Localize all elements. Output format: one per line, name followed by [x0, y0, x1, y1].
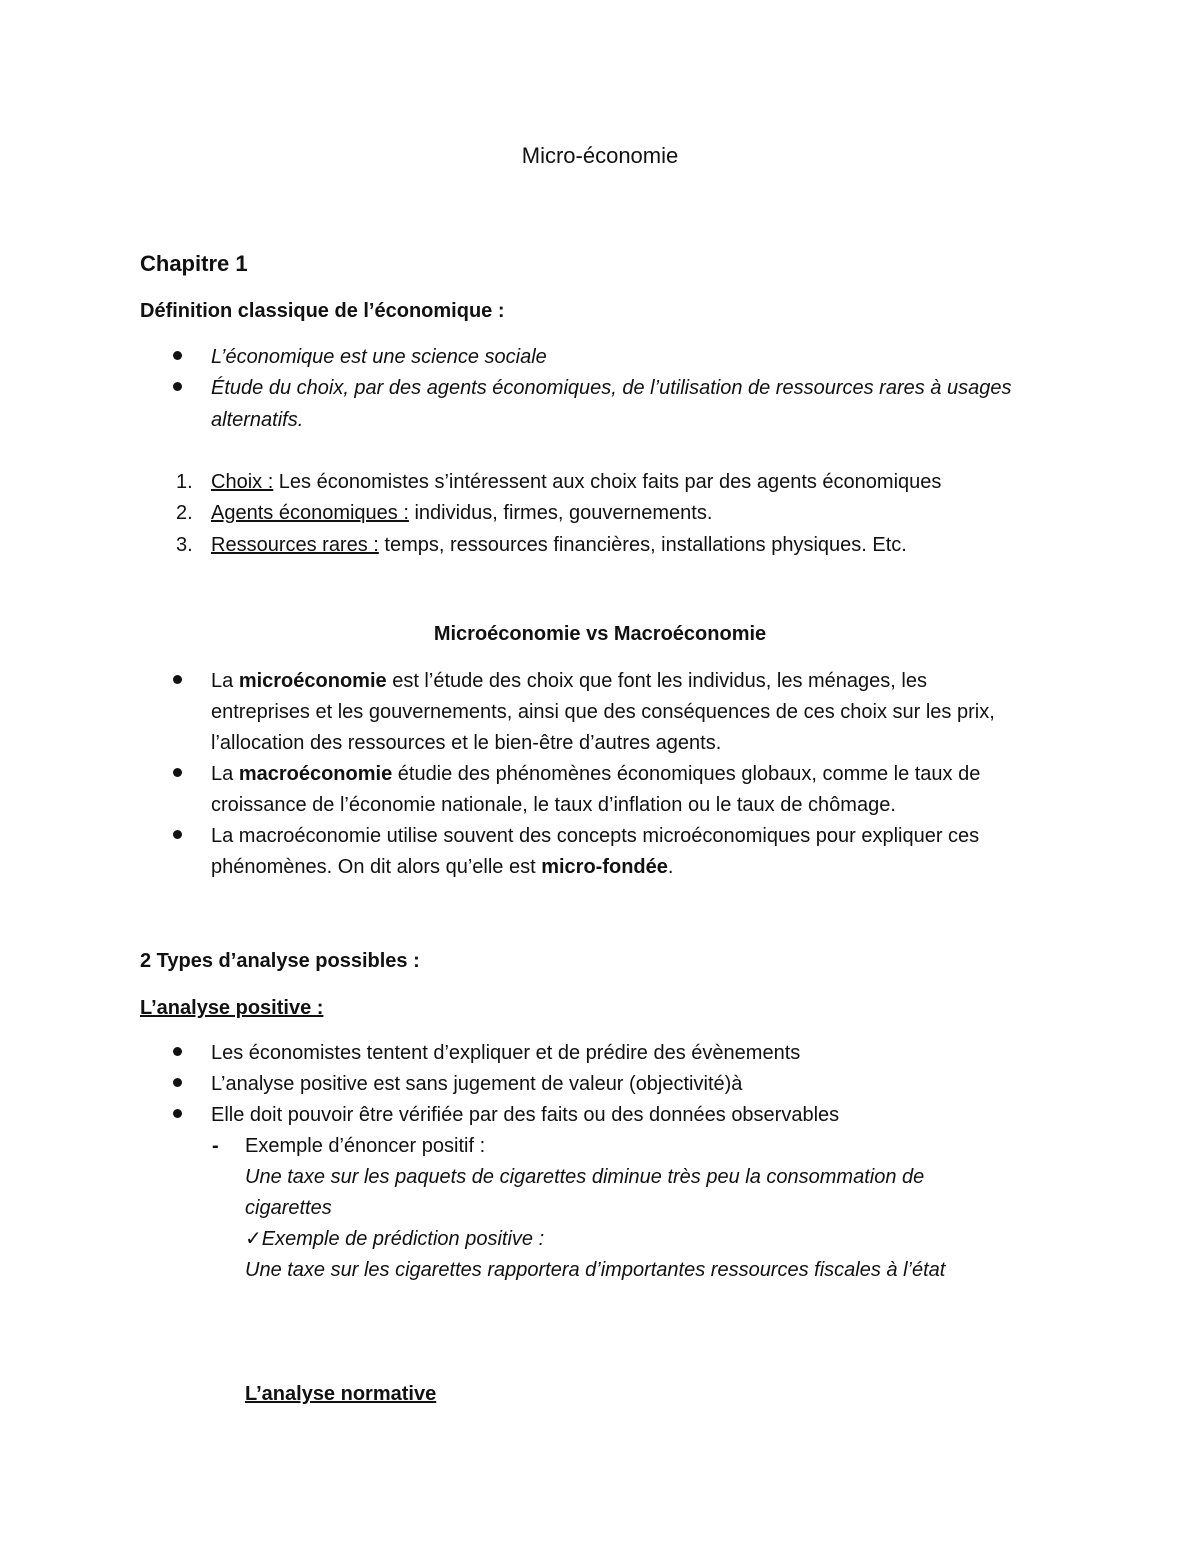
bold-term: micro-fondée — [541, 856, 668, 878]
positive-heading: L’analyse positive : — [140, 997, 324, 1019]
types-heading: 2 Types d’analyse possibles : — [140, 950, 420, 972]
numbered-text: individus, firmes, gouvernements. — [408, 502, 713, 524]
macro-bullet-line-1 — [211, 764, 980, 784]
numbered-item-1 — [211, 472, 941, 492]
numbered-text: temps, ressources financières, installations physiques. Etc. — [378, 534, 907, 556]
micro-bullet-line-1 — [211, 671, 927, 691]
bold-term: macroéconomie — [238, 763, 393, 785]
micro-bullet-line-3: l’allocation des ressources et le bien-être d’autres agents. — [211, 732, 722, 754]
text-run: est l’étude des choix que font les individus, les ménages, les — [386, 670, 927, 692]
bullet-icon — [173, 382, 182, 391]
definition-bullet-2: Étude du choix, par des agents économiques, de l’utilisation de ressources rares à usages — [211, 377, 1012, 399]
text-run: phénomènes. On dit alors qu’elle est — [211, 856, 542, 878]
bullet-icon — [173, 675, 182, 684]
numbered-item-2 — [211, 503, 712, 523]
bullet-icon — [173, 768, 182, 777]
microfondee-bullet-line-1: La macroéconomie utilise souvent des concepts microéconomiques pour expliquer ces — [211, 825, 980, 847]
example-line-1: Une taxe sur les paquets de cigarettes diminue très peu la consommation de — [245, 1166, 925, 1188]
page-title: Micro-économie — [521, 143, 679, 168]
micro-bullet-line-2: entreprises et les gouvernements, ainsi que des conséquences de ces choix sur les prix, — [211, 701, 995, 723]
text-run: étudie des phénomènes économiques globaux, comme le taux de — [392, 763, 981, 785]
numbered-term: Ressources rares : — [211, 534, 379, 556]
bold-term: microéconomie — [238, 670, 387, 692]
list-number: 2. — [176, 502, 193, 524]
example-line-4: Une taxe sur les cigarettes rapportera d’importantes ressources fiscales à l’état — [245, 1259, 946, 1281]
bullet-icon — [173, 351, 182, 360]
numbered-term: Agents économiques : — [211, 502, 409, 524]
text-run: . — [667, 856, 674, 878]
bullet-icon — [173, 830, 182, 839]
bullet-icon — [173, 1109, 182, 1118]
definition-bullet-2-cont: alternatifs. — [211, 409, 304, 431]
text-run: La — [211, 763, 239, 785]
example-line-2: cigarettes — [245, 1197, 332, 1219]
example-line-3: ✓Exemple de prédiction positive : — [245, 1228, 545, 1250]
example-label: Exemple d’énoncer positif : — [245, 1135, 486, 1157]
dash-marker: - — [212, 1135, 219, 1157]
positive-bullet-2: L’analyse positive est sans jugement de valeur (objectivité)à — [211, 1073, 743, 1095]
chapter-heading: Chapitre 1 — [140, 251, 248, 276]
list-number: 3. — [176, 534, 193, 556]
bullet-icon — [173, 1047, 182, 1056]
numbered-term: Choix : — [211, 471, 274, 493]
numbered-text: Les économistes s’intéressent aux choix faits par des agents économiques — [273, 471, 942, 493]
definition-bullet-1: L’économique est une science sociale — [211, 346, 547, 368]
positive-bullet-1: Les économistes tentent d’expliquer et de prédire des évènements — [211, 1042, 801, 1064]
definition-heading: Définition classique de l’économique : — [140, 300, 505, 322]
microfondee-bullet-line-2 — [211, 857, 673, 877]
numbered-item-3 — [211, 535, 907, 555]
text-run: La — [211, 670, 239, 692]
list-number: 1. — [176, 471, 193, 493]
micro-macro-heading: Microéconomie vs Macroéconomie — [433, 623, 767, 645]
normative-heading: L’analyse normative — [245, 1383, 437, 1405]
positive-bullet-3: Elle doit pouvoir être vérifiée par des faits ou des données observables — [211, 1104, 840, 1126]
macro-bullet-line-2: croissance de l’économie nationale, le taux d’inflation ou le taux de chômage. — [211, 794, 896, 816]
bullet-icon — [173, 1078, 182, 1087]
